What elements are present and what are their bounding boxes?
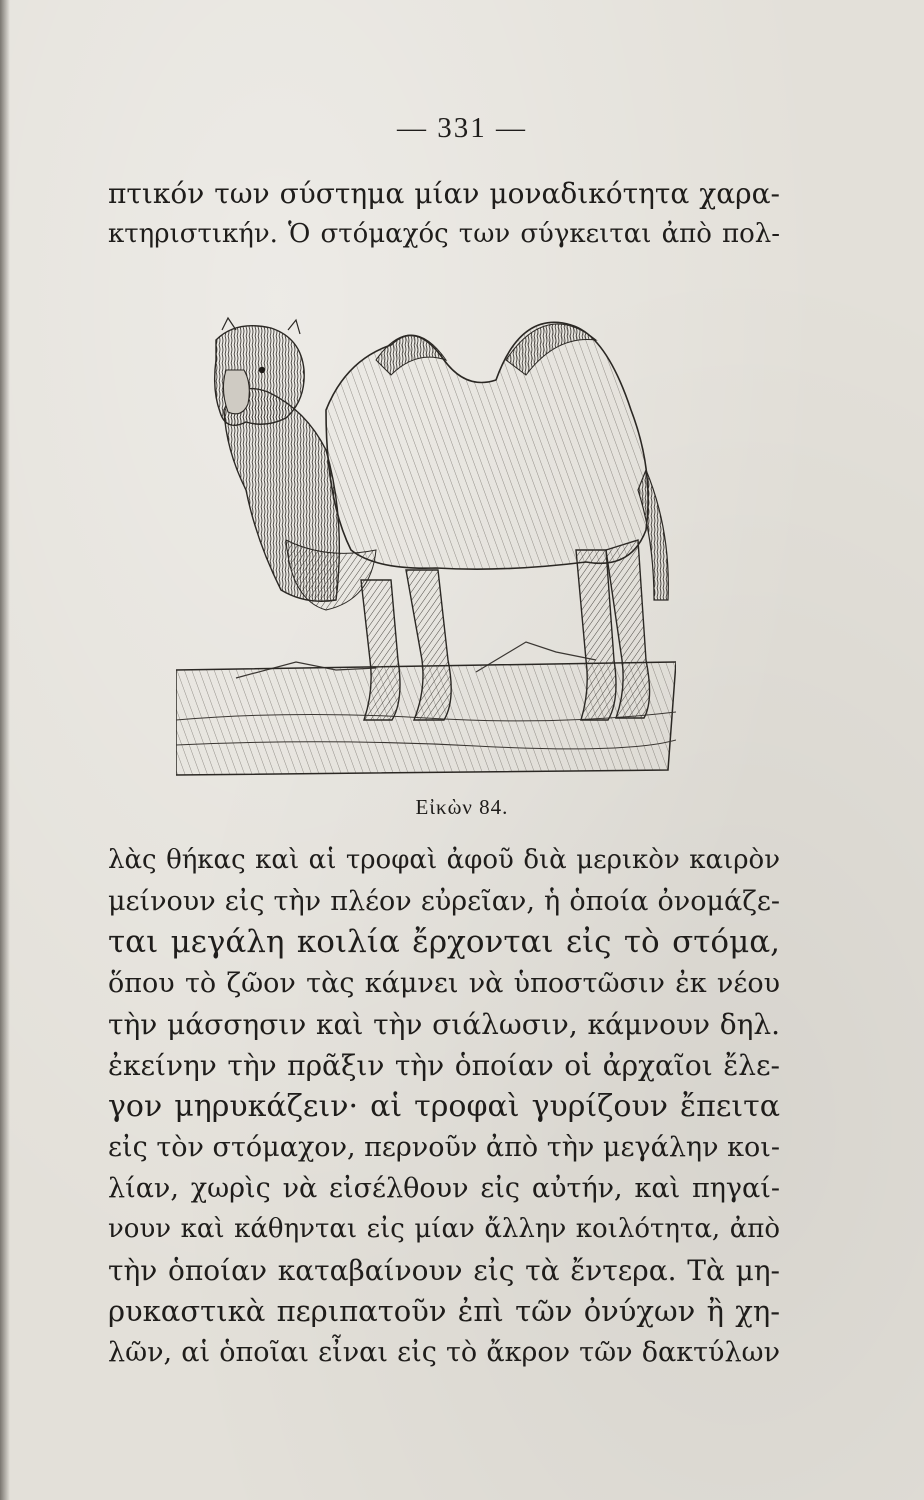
text-line: τὴν ὁποίαν καταβαίνουν εἰς τὰ ἔντερα. Τὰ μη- — [108, 1254, 780, 1287]
text-line: ται μεγάλη κοιλία ἔρχονται εἰς τὸ στόμα, — [108, 924, 780, 960]
top-paragraph — [108, 173, 780, 255]
figure-caption: Εἰκὼν 84. — [415, 795, 509, 819]
text-line: λίαν, χωρὶς νὰ εἰσέλθουν εἰς αὐτήν, καὶ πηγαί- — [108, 1173, 780, 1204]
text-line: λὰς θήκας καὶ αἱ τροφαὶ ἀφοῦ διὰ μερικὸν καιρὸν — [108, 845, 780, 875]
text-line: πτικόν των σύστημα μίαν μοναδικότητα χαρα- — [108, 177, 780, 210]
page-number: — 331 — — [397, 112, 527, 144]
text-line: τὴν μάσσησιν καὶ τὴν σιάλωσιν, κάμνουν δηλ. — [108, 1008, 780, 1041]
text-line: εἰς τὸν στόμαχον, περνοῦν ἀπὸ τὴν μεγάλην κοι- — [108, 1132, 780, 1163]
page-edge-shadow — [0, 0, 10, 1500]
text-line: κτηριστικήν. Ὁ στόμαχός των σύγκειται ἀπὸ πολ- — [108, 219, 780, 249]
text-line: μείνουν εἰς τὴν πλέον εὐρεῖαν, ἡ ὁποία ὀνομάζε- — [108, 886, 780, 917]
text-line: ἐκείνην τὴν πρᾶξιν τὴν ὁποίαν οἱ ἀρχαῖοι ἔλε- — [108, 1049, 780, 1082]
text-line: νουν καὶ κάθηνται εἰς μίαν ἄλλην κοιλότητα, ἀπὸ — [108, 1214, 780, 1244]
text-line: λῶν, αἱ ὁποῖαι εἶναι εἰς τὸ ἄκρον τῶν δακτύλων — [108, 1337, 780, 1368]
text-line: ρυκαστικὰ περιπατοῦν ἐπὶ τῶν ὀνύχων ἢ χη- — [108, 1294, 780, 1328]
text-line: ὅπου τὸ ζῶον τὰς κάμνει νὰ ὑποστῶσιν ἐκ νέου — [108, 968, 780, 999]
camel-illustration — [176, 300, 676, 782]
text-line: γον μηρυκάζειν· αἱ τροφαὶ γυρίζουν ἔπειτα — [108, 1089, 780, 1124]
bottom-paragraph — [108, 840, 780, 1373]
